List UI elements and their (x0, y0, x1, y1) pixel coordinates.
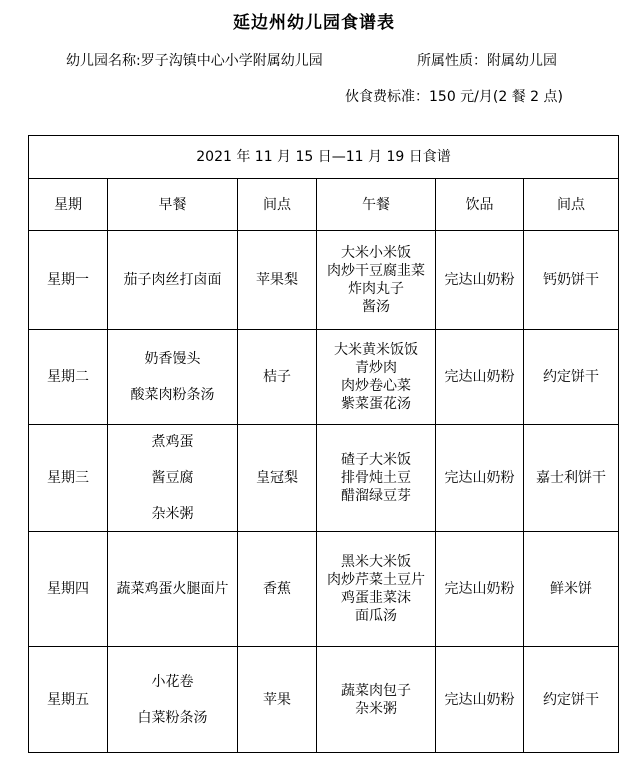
day-cell: 星期四 (29, 532, 108, 647)
snack-cell: 皇冠梨 (238, 425, 317, 532)
table-row (29, 330, 619, 425)
snack-cell: 苹果 (238, 647, 317, 753)
drink-cell: 完达山奶粉 (436, 647, 524, 753)
lunch-item: 肉炒芹菜土豆片 (327, 572, 425, 588)
breakfast-item: 酱豆腐 (151, 470, 194, 486)
snack-cell: 鲜米饼 (524, 532, 619, 647)
lunch-cell (317, 330, 436, 425)
table-caption-row (29, 136, 619, 179)
breakfast-item: 小花卷 (151, 673, 194, 690)
snack-cell: 嘉士利饼干 (524, 425, 619, 532)
meal-fee-standard: 伙食费标准：150 元/月(2 餐 2 点) (345, 89, 563, 105)
day-cell: 星期二 (29, 330, 108, 425)
snack-cell: 约定饼干 (524, 647, 619, 753)
breakfast-cell (108, 330, 238, 425)
day-cell: 星期五 (29, 647, 108, 753)
drink-cell: 完达山奶粉 (436, 532, 524, 647)
breakfast-item: 蔬菜鸡蛋火腿面片 (116, 581, 229, 597)
breakfast-item: 杂米粥 (151, 506, 194, 522)
lunch-cell (317, 231, 436, 330)
breakfast-item: 奶香馒头 (144, 351, 201, 367)
column-header: 早餐 (108, 179, 238, 231)
lunch-item: 青炒肉 (355, 360, 397, 376)
lunch-cell (317, 425, 436, 532)
lunch-item: 黑米大米饭 (341, 554, 411, 570)
breakfast-cell (108, 231, 238, 330)
lunch-item: 碴子大米饭 (341, 452, 411, 468)
lunch-cell (317, 532, 436, 647)
lunch-item: 大米小米饭 (341, 245, 411, 261)
table-header-row (29, 179, 619, 231)
column-header: 间点 (238, 179, 317, 231)
table-row (29, 231, 619, 330)
kindergarten-nature: 所属性质：附属幼儿园 (417, 53, 557, 69)
day-cell: 星期三 (29, 425, 108, 532)
lunch-item: 醋溜绿豆芽 (341, 488, 411, 504)
lunch-cell (317, 647, 436, 753)
drink-cell: 完达山奶粉 (436, 425, 524, 532)
lunch-item: 杂米粥 (355, 700, 397, 717)
day-cell: 星期一 (29, 231, 108, 330)
breakfast-item: 煮鸡蛋 (151, 434, 194, 450)
lunch-item: 蔬菜肉包子 (341, 682, 411, 699)
table-row (29, 647, 619, 753)
page-title: 延边州幼儿园食谱表 (233, 13, 395, 33)
lunch-item: 酱汤 (362, 299, 390, 315)
snack-cell: 钙奶饼干 (524, 231, 619, 330)
table-row (29, 532, 619, 647)
lunch-item: 大米黄米饭饭 (334, 342, 418, 358)
breakfast-cell (108, 532, 238, 647)
drink-cell: 完达山奶粉 (436, 231, 524, 330)
lunch-item: 鸡蛋韭菜沫 (341, 590, 411, 606)
breakfast-item: 酸菜肉粉条汤 (130, 387, 215, 403)
drink-cell: 完达山奶粉 (436, 330, 524, 425)
breakfast-item: 白菜粉条汤 (137, 709, 208, 726)
lunch-item: 面瓜汤 (355, 608, 397, 624)
table-caption: 2021 年 11 月 15 日—11 月 19 日食谱 (29, 136, 619, 179)
lunch-item: 肉炒干豆腐韭菜 (327, 263, 425, 279)
lunch-item: 紫菜蛋花汤 (341, 396, 411, 412)
lunch-item: 肉炒卷心菜 (341, 378, 411, 394)
lunch-item: 炸肉丸子 (348, 281, 404, 297)
snack-cell: 苹果梨 (238, 231, 317, 330)
breakfast-cell (108, 425, 238, 532)
lunch-item: 排骨炖土豆 (341, 470, 411, 486)
column-header: 午餐 (317, 179, 436, 231)
column-header: 饮品 (436, 179, 524, 231)
kindergarten-name: 幼儿园名称:罗子沟镇中心小学附属幼儿园 (66, 53, 323, 69)
breakfast-cell (108, 647, 238, 753)
snack-cell: 约定饼干 (524, 330, 619, 425)
column-header: 间点 (524, 179, 619, 231)
table-row (29, 425, 619, 532)
column-header: 星期 (29, 179, 108, 231)
snack-cell: 香蕉 (238, 532, 317, 647)
breakfast-item: 茄子肉丝打卤面 (123, 272, 222, 288)
snack-cell: 桔子 (238, 330, 317, 425)
menu-table (28, 135, 619, 753)
